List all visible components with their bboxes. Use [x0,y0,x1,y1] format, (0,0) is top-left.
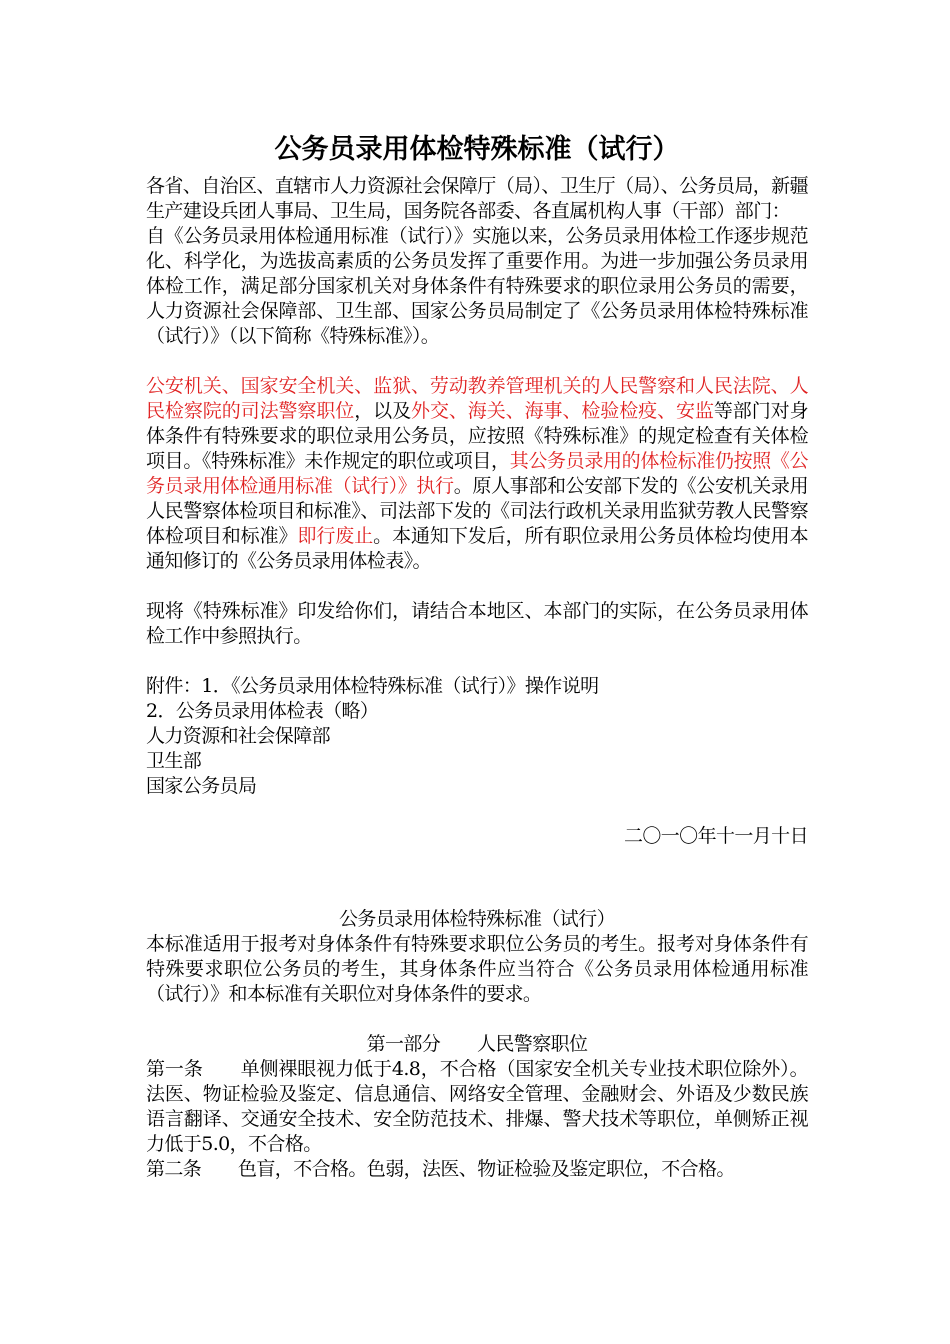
issue-date: 二〇一〇年十一月十日 [623,825,808,847]
article-2: 第二条 色盲，不合格。色弱，法医、物证检验及鉴定职位，不合格。 [146,1158,735,1180]
text-segment: 。本通知下发后，所有职位录用公务员体检均使用本通知修订的《公务员录用体检表》。 [146,525,808,572]
part-heading: 第一部分 人民警察职位 [366,1033,588,1055]
salutation-paragraph: 各省、自治区、直辖市人力资源社会保障厅（局）、卫生厅（局）、公务员局，新疆生产建设兵团人事局、卫生局，国务院各部委、各直属机构人事（干部）部门： [146,175,808,222]
text-segment: 。原人事部和公安部下发的《公安机关录用人民警察体检项目和标准》、司法部下发的《司法行政机关录用监狱劳教人民警察体检项目和标准》 [146,475,808,547]
attachment-line-2: 2．公务员录用体检表（略） [146,700,379,722]
issuer-line-3: 国家公务员局 [146,775,257,797]
document-body [146,130,808,1182]
highlight-departments: 外交、海关、海事、检验检疫、安监 [411,400,714,422]
attachment-line-1: 附件：1．《公务员录用体检特殊标准（试行）》操作说明 [146,675,599,697]
scope-paragraph: 本标准适用于报考对身体条件有特殊要求职位公务员的考生。报考对身体条件有特殊要求职位公务员的考生，其身体条件应当符合《公务员录用体检通用标准（试行）》和本标准有关职位对身体条件的要求。 [146,933,808,1005]
document-title: 公务员录用体检特殊标准（试行） [274,134,680,165]
issuer-line-1: 人力资源和社会保障部 [146,725,331,747]
scope-notice-paragraph [146,374,808,574]
intro-paragraph: 自《公务员录用体检通用标准（试行）》实施以来，公务员录用体检工作逐步规范化、科学化，为选拔高素质的公务员发挥了重要作用。为进一步加强公务员录用体检工作，满足部分国家机关对身体条件有特殊要求的职位录用公务员的需要，人力资源社会保障部、卫生部、国家公务员局制定了《公务员录用体检特殊标准（试行）》（以下简称《特殊标准》）。 [146,225,808,347]
text-segment: ，以及 [354,400,412,422]
instruction-paragraph: 现将《特殊标准》印发给你们，请结合本地区、本部门的实际，在公务员录用体检工作中参照执行。 [146,600,808,647]
text-segment: 等部门对身体条件有特殊要求的职位录用公务员，应按照《特殊标准》的规定检查有关体检项目。《特殊标准》未作规定的职位或项目， [146,400,808,472]
standard-subtitle: 公务员录用体检特殊标准（试行） [338,908,615,930]
highlight-police-positions: 公安机关、国家安全机关、监狱、劳动教养管理机关的人民警察和人民法院、人民检察院的司法警察职位 [146,375,808,422]
issuer-line-2: 卫生部 [146,750,202,772]
article-1: 第一条 单侧裸眼视力低于4.8，不合格（国家安全机关专业技术职位除外）。法医、物证检验及鉴定、信息通信、网络安全管理、金融财会、外语及少数民族语言翻译、交通安全技术、安全防范技术、排爆、警犬技术等职位，单侧矫正视力低于5.0，不合格。 [146,1058,808,1155]
highlight-general-standard: 其公务员录用的体检标准仍按照《公务员录用体检通用标准（试行）》执行 [146,450,808,497]
highlight-abolished: 即行废止 [297,525,374,547]
